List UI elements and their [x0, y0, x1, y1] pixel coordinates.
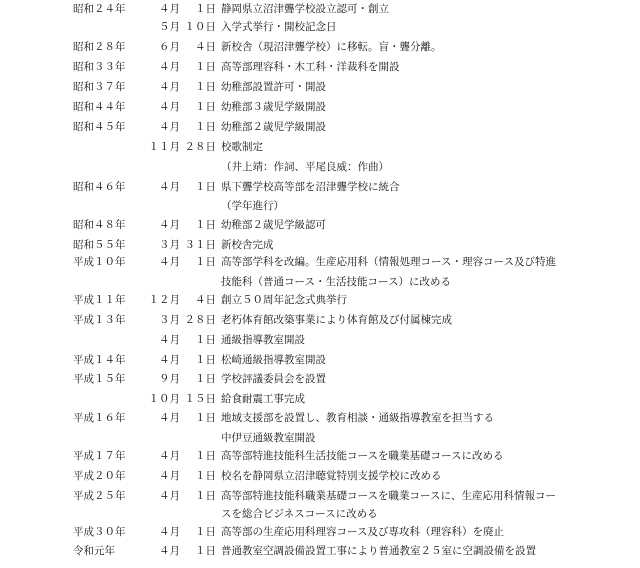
month-cell: １０月 — [148, 393, 180, 405]
month-cell: ４月 — [159, 121, 180, 133]
event-text: 通級指導教室開設 — [221, 334, 305, 346]
month-cell: ４月 — [159, 181, 180, 193]
day-cell: １日 — [195, 545, 216, 557]
event-text: 技能科（普通コース・生活技能コース）に改める — [221, 276, 451, 288]
event-text: 創立５０周年記念式典挙行 — [221, 294, 347, 306]
month-cell: ４月 — [159, 61, 180, 73]
day-cell: ２８日 — [184, 314, 216, 326]
month-cell: ９月 — [159, 373, 180, 385]
era-cell: 昭和３３年 — [73, 61, 126, 73]
month-cell: ４月 — [159, 450, 180, 462]
day-cell: ４日 — [195, 41, 216, 53]
event-text: 入学式挙行・開校記念日 — [221, 21, 337, 33]
event-text: 静岡県立沼津聾学校設立認可・創立 — [221, 3, 389, 15]
event-text: 高等部学科を改編。生産応用科（情報処理コース・理容コース及び特進 — [221, 256, 556, 268]
month-cell: ３月 — [159, 239, 180, 251]
day-cell: １日 — [195, 490, 216, 502]
event-text: 地域支援部を設置し、教育相談・通級指導教室を担当する — [221, 412, 494, 424]
era-cell: 昭和４８年 — [73, 219, 126, 231]
era-cell: 昭和３７年 — [73, 81, 126, 93]
month-cell: ４月 — [159, 470, 180, 482]
era-cell: 平成３０年 — [73, 526, 126, 538]
month-cell: ３月 — [159, 314, 180, 326]
month-cell: ５月 — [159, 21, 180, 33]
event-text: 校名を静岡県立沼津聴覚特別支援学校に改める — [221, 470, 442, 482]
day-cell: １日 — [195, 3, 216, 15]
month-cell: ４月 — [159, 81, 180, 93]
event-text: 高等部特進技能科職業基礎コースを職業コースに、生産応用科情報コー — [221, 490, 556, 502]
era-cell: 昭和４４年 — [73, 101, 126, 113]
day-cell: １日 — [195, 256, 216, 268]
month-cell: ４月 — [159, 3, 180, 15]
month-cell: １２月 — [148, 294, 180, 306]
era-cell: 昭和２８年 — [73, 41, 126, 53]
era-cell: 平成１５年 — [73, 373, 126, 385]
day-cell: １日 — [195, 526, 216, 538]
event-text: 中伊豆通級教室開設 — [221, 432, 316, 444]
month-cell: ４月 — [159, 412, 180, 424]
month-cell: ４月 — [159, 526, 180, 538]
era-cell: 平成１７年 — [73, 450, 126, 462]
era-cell: 平成２０年 — [73, 470, 126, 482]
era-cell: 平成２５年 — [73, 490, 126, 502]
event-text: 幼稚部２歳児学級認可 — [221, 219, 326, 231]
day-cell: １日 — [195, 470, 216, 482]
month-cell: ４月 — [159, 334, 180, 346]
month-cell: ４月 — [159, 101, 180, 113]
era-cell: 平成１０年 — [73, 256, 126, 268]
era-cell: 昭和４５年 — [73, 121, 126, 133]
event-text: 老朽体育館改築事業により体育館及び付属棟完成 — [221, 314, 452, 326]
event-text: スを総合ビジネスコースに改める — [221, 508, 378, 520]
era-cell: 平成１６年 — [73, 412, 126, 424]
day-cell: １５日 — [184, 393, 216, 405]
day-cell: ４日 — [195, 294, 216, 306]
event-text: 高等部理容科・木工科・洋裁科を開設 — [221, 61, 400, 73]
month-cell: ４月 — [159, 354, 180, 366]
era-cell: 平成１４年 — [73, 354, 126, 366]
event-text: 普通教室空調設備設置工事により普通教室２５室に空調設備を設置 — [221, 545, 536, 557]
day-cell: １０日 — [184, 21, 216, 33]
day-cell: １日 — [195, 412, 216, 424]
event-text: 松崎通級指導教室開設 — [221, 354, 326, 366]
day-cell: １日 — [195, 101, 216, 113]
era-cell: 平成１３年 — [73, 314, 126, 326]
event-text: 高等部の生産応用科理容コース及び専攻科（理容科）を廃止 — [221, 526, 504, 538]
day-cell: １日 — [195, 61, 216, 73]
era-cell: 昭和２４年 — [73, 3, 126, 15]
event-text: 県下聾学校高等部を沼津聾学校に統合 — [221, 181, 400, 193]
event-text: 給食耐震工事完成 — [221, 393, 305, 405]
day-cell: １日 — [195, 121, 216, 133]
day-cell: ３１日 — [184, 239, 216, 251]
event-text: 校歌制定 — [221, 141, 263, 153]
era-cell: 平成１１年 — [73, 294, 126, 306]
event-text: （学年進行） — [221, 200, 284, 212]
day-cell: １日 — [195, 181, 216, 193]
month-cell: ４月 — [159, 256, 180, 268]
event-text: 幼稚部２歳児学級開設 — [221, 121, 326, 133]
era-cell: 昭和５５年 — [73, 239, 126, 251]
event-text: 新校舎（現沼津聾学校）に移転。盲・聾分離。 — [221, 41, 442, 53]
day-cell: １日 — [195, 81, 216, 93]
day-cell: １日 — [195, 219, 216, 231]
event-text: 幼稚部設置許可・開設 — [221, 81, 326, 93]
era-cell: 昭和４６年 — [73, 181, 126, 193]
era-cell: 令和元年 — [73, 545, 115, 557]
month-cell: ４月 — [159, 219, 180, 231]
day-cell: １日 — [195, 354, 216, 366]
event-text: 高等部特進技能科生活技能コースを職業基礎コースに改める — [221, 450, 504, 462]
day-cell: １日 — [195, 373, 216, 385]
day-cell: １日 — [195, 334, 216, 346]
event-text: 新校舎完成 — [221, 239, 274, 251]
month-cell: ４月 — [159, 490, 180, 502]
event-text: 幼稚部３歳児学級開設 — [221, 101, 326, 113]
day-cell: １日 — [195, 450, 216, 462]
event-text: 学校評議委員会を設置 — [221, 373, 326, 385]
month-cell: ６月 — [159, 41, 180, 53]
day-cell: ２８日 — [184, 141, 216, 153]
month-cell: １１月 — [148, 141, 180, 153]
month-cell: ４月 — [159, 545, 180, 557]
event-text: （井上靖：作詞、平尾良威：作曲） — [221, 161, 389, 173]
